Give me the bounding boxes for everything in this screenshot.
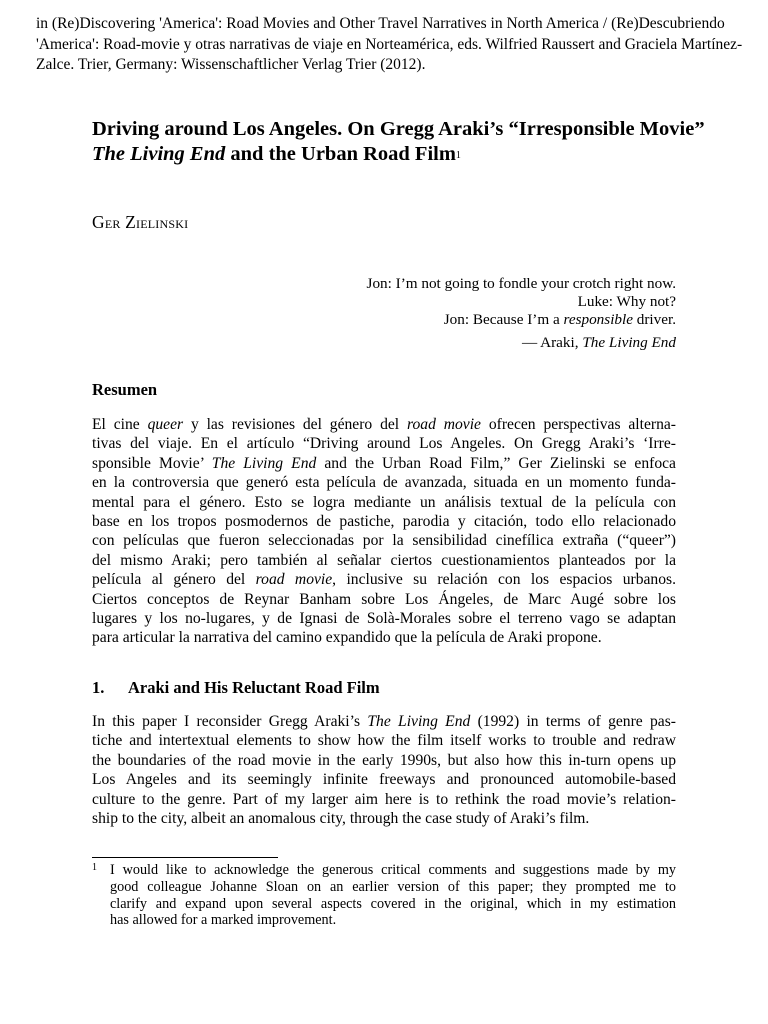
footnote-line: clarify and expand upon several aspects covered in the original, which in my estimation xyxy=(110,895,676,912)
title-text-part2: and the Urban Road Film xyxy=(225,143,456,165)
body-line: the boundaries of the road movie in the early 1990s, but also how this in-turn opens up xyxy=(92,751,676,769)
author-name: Ger Zielinski xyxy=(92,212,189,232)
resumen-line: mental para el género. Esto se logra mediante un análisis textual de la película con xyxy=(92,493,676,511)
footnote-line: has allowed for a marked improvement. xyxy=(110,912,337,929)
resumen-line: sponsible Movie’ The Living End and the Urban Road Film,” Ger Zielinski se enfoca xyxy=(92,454,676,472)
footnote-1 xyxy=(92,862,676,929)
resumen-line: Ciertos conceptos de Reynar Banham sobre Los Ángeles, de Marc Augé sobre los xyxy=(92,590,676,608)
footnote-mark: 1 xyxy=(92,862,97,873)
title-footnote-ref: 1 xyxy=(455,150,461,161)
resumen-line: película al género del road movie, inclusive su relación con los espacios urbanos. xyxy=(92,571,676,589)
resumen-line: tivas del viaje. En el artículo “Driving around Los Angeles. On Gregg Araki’s ‘Irre- xyxy=(92,435,676,453)
epigraph-line-3: Jon: Because I’m a responsible driver. xyxy=(443,311,676,329)
body-line: ship to the city, albeit an anomalous city, through the case study of Araki’s film. xyxy=(92,810,590,828)
body-line: In this paper I reconsider Gregg Araki’s The Living End (1992) in terms of genre pas- xyxy=(92,713,676,730)
footnote-divider xyxy=(92,857,278,858)
resumen-paragraph xyxy=(92,415,676,648)
epigraph-line-1: Jon: I’m not going to fondle your crotch right now. xyxy=(366,275,676,292)
article-title xyxy=(92,117,732,167)
footnote-line: I would like to acknowledge the generous critical comments and suggestions made by my xyxy=(110,862,676,878)
resumen-line: El cine queer y las revisiones del género del road movie ofrecen perspectivas alterna- xyxy=(92,416,676,433)
resumen-line: del mismo Araki; pero también al señalar ciertos cuestionamientos planteados por la xyxy=(92,551,676,569)
footnote-text xyxy=(110,862,676,929)
epigraph-attribution: — Araki, The Living End xyxy=(522,333,676,351)
resumen-line: en la controversia que generó esta película de avanzada, situada en un momento funda- xyxy=(92,474,676,492)
footnote-line: good colleague Johanne Sloan on an earlier version of this paper; they prompted me to xyxy=(110,878,676,895)
resumen-line: base en los tropos posmodernos de pastiche, parodia y citación, todo ello relacionado xyxy=(92,513,676,531)
section-title: Araki and His Reluctant Road Film xyxy=(128,678,380,697)
resumen-line: con películas que fueron seleccionadas por la sensibilidad cinefílica extraña (“queer”) xyxy=(92,532,676,550)
epigraph-line-2: Luke: Why not? xyxy=(577,293,676,311)
title-film-name: The Living End xyxy=(92,143,226,165)
resumen-line: lugares y los no-lugares, y de Ignasi de Solà-Morales sobre el terreno vago se adaptan xyxy=(92,610,676,628)
title-text-part1: Driving around Los Angeles. On Gregg Araki’s “Irresponsible Movie” xyxy=(92,118,705,140)
citation-header: in (Re)Discovering 'America': Road Movies and Other Travel Narratives in North America / (Re)Descubriendo 'America': Road-movie y otras narrativas de viaje en Norteamérica, eds. Wilfried Raussert and Graciela Martínez-Zalce. Trier, Germany: Wissenschaftlicher Verlag Trier (2012). xyxy=(36,15,743,73)
section-1-heading xyxy=(92,678,380,698)
section-1-paragraph xyxy=(92,712,676,828)
resumen-line: para articular la narrativa del camino expandido que la película de Araki propone. xyxy=(92,629,602,647)
body-line: Los Angeles and its seemingly infinite freeways and pronounced automobile-based xyxy=(92,771,676,789)
resumen-heading: Resumen xyxy=(92,380,158,399)
epigraph xyxy=(260,275,676,352)
body-line: tiche and intertextual elements to show how the film itself works to trouble and redraw xyxy=(92,732,676,750)
section-number: 1. xyxy=(92,678,105,697)
body-line: culture to the genre. Part of my larger aim here is to rethink the road movie’s relation- xyxy=(92,790,676,808)
